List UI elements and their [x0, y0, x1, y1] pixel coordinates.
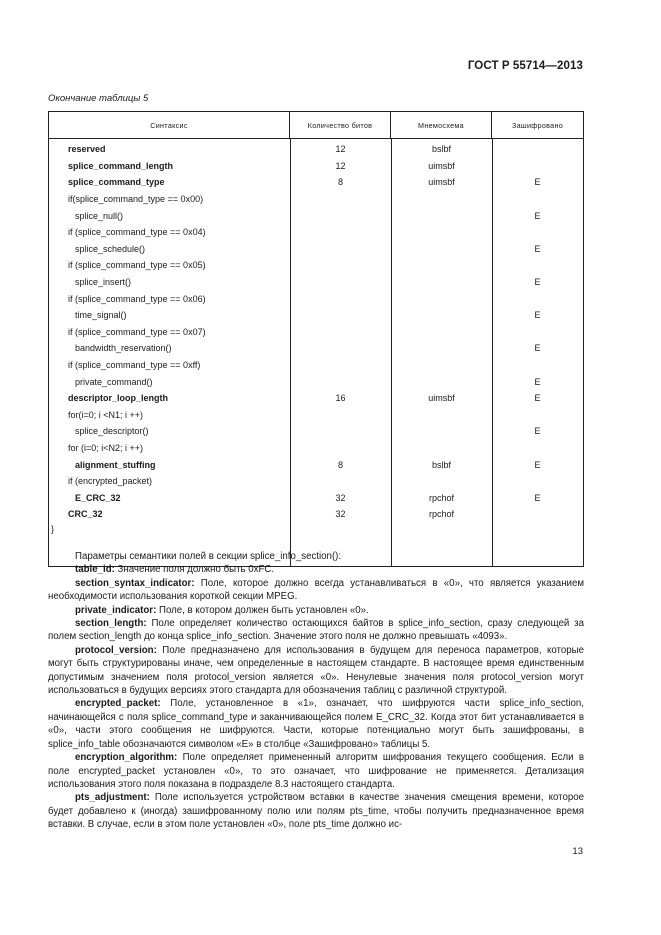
- bits-cell: [290, 207, 391, 224]
- table-row: [49, 257, 583, 274]
- field-description: Поле определяет количество остающихся байтов в splice_info_section, сразу следующей за полем section_length до конца splice_info_section. Значение этого поля не должно превышать «4093».: [48, 618, 584, 643]
- table-row: [49, 174, 583, 191]
- table-row: [49, 307, 583, 324]
- syntax-cell: if (splice_command_type == 0x05): [68, 260, 206, 271]
- mnemonic-cell: [391, 290, 492, 307]
- syntax-cell: splice_command_length: [68, 160, 174, 171]
- encrypted-cell: [492, 257, 583, 274]
- field-description: Поле определяет примененный алгоритм шифрования текущего сообщения. Если в поле encrypted_packet установлен «0», то это означает, что шифрование не применяется. Детализация использования этого поля показана в подразделе 8.3 настоящего стандарта.: [48, 752, 584, 790]
- syntax-cell: if (encrypted_packet): [68, 476, 153, 487]
- table-row: [49, 290, 583, 307]
- table-row: [49, 490, 583, 507]
- syntax-table: [48, 111, 584, 567]
- mnemonic-cell: [391, 307, 492, 324]
- bits-cell: [290, 473, 391, 490]
- encrypted-cell: E: [534, 492, 541, 503]
- field-term: table_id:: [75, 564, 115, 576]
- document-header: ГОСТ Р 55714—2013: [467, 60, 583, 72]
- bits-cell: [290, 290, 391, 307]
- table-row: [49, 191, 583, 208]
- field-term: encryption_algorithm:: [75, 752, 178, 764]
- bits-cell: [290, 357, 391, 374]
- table-row: [49, 241, 583, 258]
- field-term: pts_adjustment:: [75, 792, 150, 804]
- mnemonic-cell: [391, 257, 492, 274]
- bits-cell: [290, 373, 391, 390]
- bits-cell: 32: [335, 509, 346, 520]
- field-term: private_indicator:: [75, 604, 157, 616]
- table-row: [49, 506, 583, 523]
- encrypted-cell: E: [534, 210, 541, 221]
- table-row: [49, 224, 583, 241]
- paragraph: [48, 617, 584, 644]
- paragraph: [48, 791, 584, 831]
- bits-cell: 16: [335, 393, 346, 404]
- bits-cell: [290, 191, 391, 208]
- field-term: encrypted_packet:: [75, 698, 161, 710]
- column-header-syntax: Синтаксис: [49, 112, 290, 138]
- semantics-text: [48, 550, 584, 832]
- table-row: [49, 340, 583, 357]
- encrypted-cell: [492, 407, 583, 424]
- table-row: [49, 473, 583, 490]
- paragraph: [48, 697, 584, 751]
- table-row: [49, 456, 583, 473]
- syntax-cell: descriptor_loop_length: [68, 393, 169, 404]
- table-header: [49, 112, 583, 139]
- bits-cell: 12: [335, 144, 346, 155]
- encrypted-cell: E: [534, 177, 541, 188]
- syntax-cell: alignment_stuffing: [75, 459, 156, 470]
- mnemonic-cell: rpchof: [428, 492, 454, 503]
- field-description: Поле, которое должно всегда устанавливаться в «0», что является указанием необходимости использования короткой секции MPEG.: [48, 577, 584, 603]
- syntax-cell: for(i=0; i <N1; i ++): [68, 409, 144, 420]
- mnemonic-cell: [391, 440, 492, 457]
- bits-cell: [290, 324, 391, 341]
- syntax-cell: E_CRC_32: [75, 492, 121, 503]
- column-header-encrypted: Зашифровано: [511, 120, 564, 130]
- syntax-cell: splice_command_type: [68, 177, 165, 188]
- field-description: Поле используется устройством вставки в качестве значения смещения времени, которое будет добавлено к (иногда) зашифрованному полю или полям pts_time, чтобы получить предназначенное время вставки. В случае, если в этом поле установлен «0», поле pts_time должно ис-: [48, 792, 584, 831]
- field-term: section_syntax_indicator:: [75, 577, 195, 589]
- encrypted-cell: [492, 324, 583, 341]
- syntax-cell: if (splice_command_type == 0x04): [68, 227, 206, 238]
- mnemonic-cell: bslbf: [431, 459, 451, 470]
- mnemonic-cell: [391, 191, 492, 208]
- syntax-cell: if (splice_command_type == 0x06): [68, 293, 206, 304]
- bits-cell: [290, 340, 391, 357]
- paragraph: [48, 644, 584, 698]
- encrypted-cell: E: [534, 243, 541, 254]
- bits-cell: [290, 440, 391, 457]
- encrypted-cell: E: [534, 277, 541, 288]
- syntax-cell: private_command(): [75, 376, 153, 387]
- table-row: [49, 373, 583, 390]
- bits-cell: [290, 274, 391, 291]
- field-term: protocol_version:: [75, 644, 157, 656]
- table-row: [49, 324, 583, 341]
- syntax-cell: splice_descriptor(): [75, 426, 149, 437]
- syntax-cell: if (splice_command_type == 0xff): [68, 360, 201, 371]
- paragraph: [48, 577, 584, 604]
- syntax-cell: CRC_32: [68, 509, 103, 520]
- mnemonic-cell: [391, 340, 492, 357]
- mnemonic-cell: [391, 224, 492, 241]
- syntax-cell: bandwidth_reservation(): [75, 343, 172, 354]
- table-row: [49, 357, 583, 374]
- field-term: section_length:: [75, 618, 147, 630]
- mnemonic-cell: rpchof: [428, 509, 454, 520]
- bits-cell: 8: [337, 459, 343, 470]
- syntax-cell: if(splice_command_type == 0x00): [68, 194, 204, 205]
- mnemonic-cell: [391, 207, 492, 224]
- bits-cell: 8: [337, 177, 343, 188]
- bits-cell: [290, 241, 391, 258]
- bits-cell: [290, 407, 391, 424]
- encrypted-cell: E: [534, 310, 541, 321]
- table-row: [49, 274, 583, 291]
- field-description: Параметры семантики полей в секции splice_info_section():: [75, 551, 342, 562]
- encrypted-cell: [492, 224, 583, 241]
- syntax-cell: splice_null(): [75, 210, 124, 221]
- encrypted-cell: [492, 290, 583, 307]
- table-row: [49, 423, 583, 440]
- column-header-bits: Количество битов: [290, 112, 391, 138]
- mnemonic-cell: [391, 357, 492, 374]
- table-row: [49, 440, 583, 457]
- syntax-cell: time_signal(): [75, 310, 127, 321]
- field-description: Поле, в котором должен быть установлен «0».: [156, 604, 369, 616]
- mnemonic-cell: [391, 373, 492, 390]
- bits-cell: [290, 307, 391, 324]
- page-number: 13: [572, 846, 583, 857]
- syntax-cell: splice_insert(): [75, 277, 132, 288]
- table-caption: Окончание таблицы 5: [48, 93, 149, 104]
- table-row: [49, 158, 583, 175]
- field-description: Поле, установленное в «1», означает, что шифруются части splice_info_section, начинающейся с поля splice_command_type и заканчивающейся полем E_CRC_32. Когда этот бит устанавливается в «0», части этого сообщения не шифруются. Части, которые потенциально могут быть зашифрованы, в splice_info_table обозначаются символом «E» в столбце «Зашифровано» таблицы 5.: [48, 698, 584, 750]
- mnemonic-cell: uimsbf: [428, 393, 455, 404]
- mnemonic-cell: uimsbf: [428, 160, 455, 171]
- syntax-cell: reserved: [68, 144, 106, 155]
- mnemonic-cell: [391, 473, 492, 490]
- paragraph: [48, 550, 584, 563]
- encrypted-cell: E: [534, 376, 541, 387]
- encrypted-cell: E: [534, 426, 541, 437]
- mnemonic-cell: [391, 407, 492, 424]
- paragraph: [48, 604, 584, 617]
- encrypted-cell: [492, 357, 583, 374]
- table-body: [49, 139, 583, 566]
- closing-brace: }: [51, 523, 55, 534]
- paragraph: [48, 751, 584, 791]
- encrypted-cell: E: [534, 393, 541, 404]
- mnemonic-cell: [391, 423, 492, 440]
- encrypted-cell: E: [534, 343, 541, 354]
- field-description: Значение поля должно быть 0xFC.: [114, 564, 275, 576]
- syntax-cell: if (splice_command_type == 0x07): [68, 326, 206, 337]
- bits-cell: [290, 257, 391, 274]
- encrypted-cell: [492, 506, 583, 523]
- mnemonic-cell: bslbf: [431, 144, 451, 155]
- mnemonic-cell: [391, 324, 492, 341]
- field-description: Поле предназначено для использования в будущем для переноса параметров, которые могут быть структурированы иначе, чем определенные в настоящем стандарте. В настоящее время единственным допустимым значением поля protocol_version является «0». Ненулевые значения поля protocol_version могут использоваться в будущих версиях этого стандарта для обозначения таблиц с различной структурой.: [48, 644, 584, 697]
- table-row: [49, 141, 583, 158]
- syntax-cell: splice_schedule(): [75, 243, 146, 254]
- bits-cell: 32: [335, 492, 346, 503]
- bits-cell: 12: [335, 160, 346, 171]
- syntax-cell: for (i=0; i<N2; i ++): [68, 443, 144, 454]
- table-row: [49, 207, 583, 224]
- encrypted-cell: [492, 158, 583, 175]
- encrypted-cell: E: [534, 459, 541, 470]
- mnemonic-cell: [391, 274, 492, 291]
- paragraph: [48, 563, 584, 576]
- encrypted-cell: [492, 191, 583, 208]
- table-row: [49, 390, 583, 407]
- encrypted-cell: [492, 440, 583, 457]
- mnemonic-cell: [391, 241, 492, 258]
- column-header-mnemonic: Мнемосхема: [391, 112, 492, 138]
- table-row: [49, 407, 583, 424]
- bits-cell: [290, 224, 391, 241]
- bits-cell: [290, 423, 391, 440]
- mnemonic-cell: uimsbf: [428, 177, 455, 188]
- encrypted-cell: [492, 473, 583, 490]
- encrypted-cell: [492, 141, 583, 158]
